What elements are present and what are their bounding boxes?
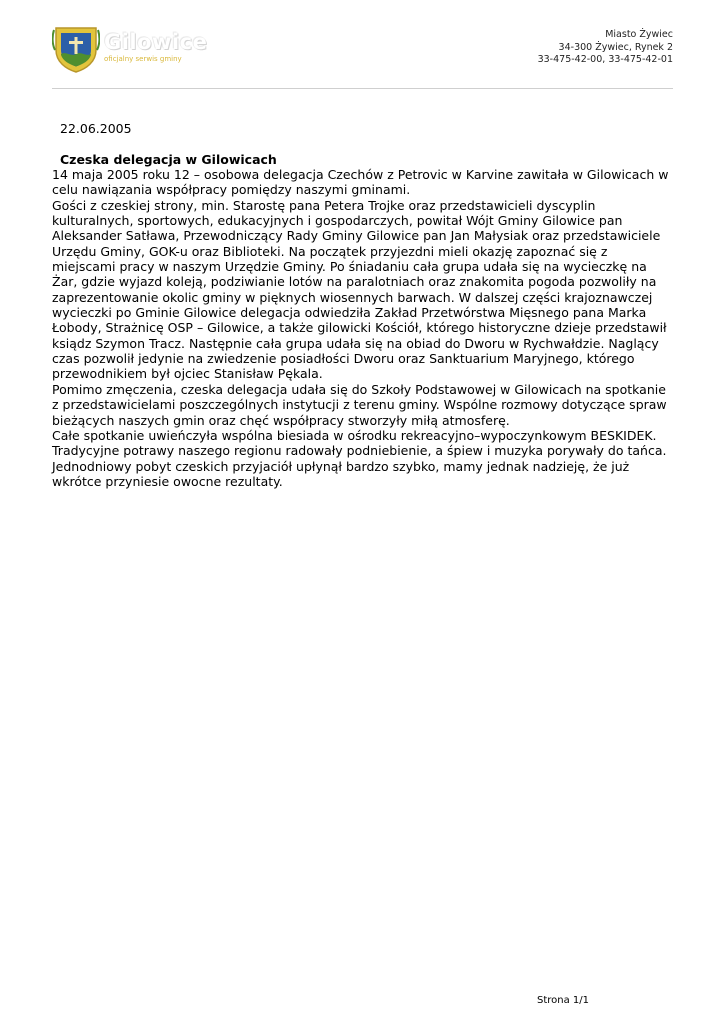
page-number: Strona 1/1 [537,995,590,1006]
article-paragraph: 14 maja 2005 roku 12 – osobowa delegacja Czechów z Petrovic w Karvine zawitała w Gilowicach w celu nawiązania współpracy pomiędzy naszymi gminami. [52,167,669,198]
address-street: 34-300 Żywiec, Rynek 2 [558,41,673,53]
address-city: Miasto Żywiec [605,29,673,40]
article-body [52,167,674,489]
article-date: 22.06.2005 [60,121,132,136]
header-divider [52,88,673,89]
article-paragraph: Gości z czeskiej strony, min. Starostę pana Petera Trojke oraz przedstawicieli dyscyplin kulturalnych, sportowych, edukacyjnych i gospodarczych, powitał Wójt Gminy Gilowice pan Aleksander Satława, Przewodniczący Rady Gminy Gilowice pan Jan Małysiak oraz przedstawiciele Urzędu Gminy, GOK-u oraz Biblioteki. Na początek przyjezdni mieli okazję zapoznać się z miejscami pracy w naszym Urzędzie Gminy. Po śniadaniu cała grupa udała się na wycieczkę na Żar, gdzie wyjazd koleją, podziwianie lotów na paralotniach oraz znakomita pogoda pozwoliły na zaprezentowanie okolic gminy w pięknych wiosennych barwach. W dalszej części krajoznawczej wycieczki po Gminie Gilowice delegacja odwiedziła Zakład Przetwórstwa Mięsnego pana Marka Łobody, Strażnicę OSP – Gilowice, a także gilowicki Kościół, którego historyczne dzieje przedstawił ksiądz Szymon Tracz. Następnie cała grupa udała się na obiad do Dworu w Rychwałdzie. Naglący czas pozwolił jedynie na zwiedzenie posiadłości Dworu oraz Sanktuarium Maryjnego, którego przewodnikiem był ojciec Stanisław Pękala. [52,197,667,382]
coat-of-arms-icon [52,24,100,74]
article-paragraph: Pomimo zmęczenia, czeska delegacja udała się do Szkoły Podstawowej w Gilowicach na spotkanie z przedstawicielami poszczególnych instytucji z terenu gminy. Wspólne rozmowy dotyczące spraw bieżących naszych gmin oraz chęć współpracy stworzyły miłą atmosferę. [52,381,667,428]
logo-wordmark: Gilowice [104,30,208,54]
logo-tagline: oficjalny serwis gminy [104,55,182,63]
site-logo[interactable] [52,24,208,76]
article-title: Czeska delegacja w Gilowicach [60,152,277,167]
article-paragraph: Całe spotkanie uwieńczyła wspólna biesiada w ośrodku rekreacyjno–wypoczynkowym BESKIDEK. Tradycyjne potrawy naszego regionu radowały podniebienie, a śpiew i muzyka porywały do tańca. Jednodniowy pobyt czeskich przyjaciół upłynął bardzo szybko, mamy jednak nadzieję, że już wkrótce przyniesie owocne rezultaty. [52,427,667,489]
address-phone: 33-475-42-00, 33-475-42-01 [537,54,673,65]
contact-address [538,29,673,67]
